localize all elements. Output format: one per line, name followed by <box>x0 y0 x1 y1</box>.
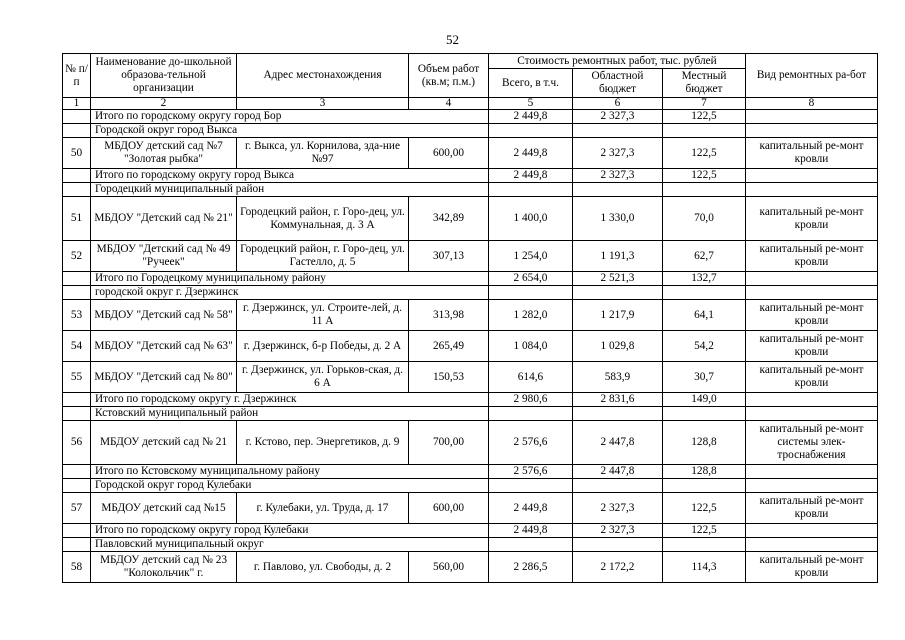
work-empty <box>746 110 878 124</box>
work-volume: 265,49 <box>409 331 489 362</box>
address: Городецкий район, г. Горо-дец, ул. Коммунальная, д. 3 А <box>237 197 409 241</box>
work-volume: 342,89 <box>409 197 489 241</box>
work-type: капитальный ре-монт кровли <box>746 241 878 272</box>
row-num-empty <box>63 183 91 197</box>
header-volume: Объем работ (кв.м; п.м.) <box>409 54 489 98</box>
col-number: 1 <box>63 98 91 110</box>
subtotal-local: 122,5 <box>663 524 746 538</box>
work-type: капитальный ре-монт кровли <box>746 552 878 583</box>
work-type: капитальный ре-монт системы элек-троснабжения <box>746 421 878 465</box>
subtotal-total: 2 980,6 <box>489 393 573 407</box>
row-number: 58 <box>63 552 91 583</box>
cell-empty <box>746 407 878 421</box>
col-number: 5 <box>489 98 573 110</box>
cost-local: 128,8 <box>663 421 746 465</box>
table-row <box>63 362 878 393</box>
cost-local: 114,3 <box>663 552 746 583</box>
cell-empty <box>663 286 746 300</box>
col-number: 3 <box>237 98 409 110</box>
section-title: Городской округ город Выкса <box>91 124 489 138</box>
cost-local: 54,2 <box>663 331 746 362</box>
cost-regional: 583,9 <box>573 362 663 393</box>
section-row <box>63 124 878 138</box>
header-name: Наименование до-школьной образова-тельной организации <box>91 54 237 98</box>
cost-regional: 1 191,3 <box>573 241 663 272</box>
subtotal-row <box>63 393 878 407</box>
row-num-empty <box>63 538 91 552</box>
cost-total: 614,6 <box>489 362 573 393</box>
subtotal-regional: 2 521,3 <box>573 272 663 286</box>
table-body <box>63 110 878 583</box>
page-number: 52 <box>446 32 459 47</box>
cell-empty <box>573 183 663 197</box>
work-volume: 560,00 <box>409 552 489 583</box>
header-local: Местный бюджет <box>663 69 746 98</box>
cell-empty <box>573 407 663 421</box>
cell-empty <box>573 479 663 493</box>
subtotal-label: Итого по городскому округу г. Дзержинск <box>91 393 489 407</box>
subtotal-total: 2 449,8 <box>489 110 573 124</box>
cost-total: 1 254,0 <box>489 241 573 272</box>
subtotal-total: 2 576,6 <box>489 465 573 479</box>
organization-name: МБДОУ детский сад № 21 <box>91 421 237 465</box>
row-number: 53 <box>63 300 91 331</box>
cost-total: 2 449,8 <box>489 138 573 169</box>
work-type: капитальный ре-монт кровли <box>746 197 878 241</box>
subtotal-regional: 2 327,3 <box>573 524 663 538</box>
col-number: 2 <box>91 98 237 110</box>
work-empty <box>746 272 878 286</box>
cell-empty <box>746 124 878 138</box>
section-row <box>63 538 878 552</box>
cost-total: 1 282,0 <box>489 300 573 331</box>
cost-total: 2 286,5 <box>489 552 573 583</box>
work-volume: 307,13 <box>409 241 489 272</box>
section-title: городской округ г. Дзержинск <box>91 286 489 300</box>
organization-name: МБДОУ "Детский сад № 58" <box>91 300 237 331</box>
organization-name: МБДОУ детский сад №7 "Золотая рыбка" <box>91 138 237 169</box>
address: г. Кстово, пер. Энергетиков, д. 9 <box>237 421 409 465</box>
cost-regional: 2 172,2 <box>573 552 663 583</box>
cell-empty <box>663 538 746 552</box>
subtotal-row <box>63 272 878 286</box>
table-row <box>63 138 878 169</box>
subtotal-local: 132,7 <box>663 272 746 286</box>
organization-name: МБДОУ детский сад № 23 "Колокольчик" г. <box>91 552 237 583</box>
subtotal-total: 2 449,8 <box>489 169 573 183</box>
table-row <box>63 241 878 272</box>
cost-regional: 1 217,9 <box>573 300 663 331</box>
address: Городецкий район, г. Горо-дец, ул. Гастелло, д. 5 <box>237 241 409 272</box>
cost-regional: 2 447,8 <box>573 421 663 465</box>
table-row <box>63 331 878 362</box>
address: г. Выкса, ул. Корнилова, зда-ние №97 <box>237 138 409 169</box>
organization-name: МБДОУ "Детский сад № 49 "Ручеек" <box>91 241 237 272</box>
subtotal-local: 122,5 <box>663 169 746 183</box>
section-row <box>63 286 878 300</box>
subtotal-label: Итого по городскому округу город Кулебаки <box>91 524 489 538</box>
header-num: № п/п <box>63 54 91 98</box>
subtotal-row <box>63 169 878 183</box>
header-address: Адрес местонахождения <box>237 54 409 98</box>
row-number: 50 <box>63 138 91 169</box>
cell-empty <box>663 479 746 493</box>
subtotal-row <box>63 465 878 479</box>
row-num-empty <box>63 479 91 493</box>
cell-empty <box>489 407 573 421</box>
subtotal-local: 122,5 <box>663 110 746 124</box>
table-row <box>63 421 878 465</box>
cost-regional: 2 327,3 <box>573 493 663 524</box>
cost-total: 2 449,8 <box>489 493 573 524</box>
subtotal-total: 2 449,8 <box>489 524 573 538</box>
subtotal-regional: 2 447,8 <box>573 465 663 479</box>
subtotal-local: 128,8 <box>663 465 746 479</box>
organization-name: МБДОУ "Детский сад № 63" <box>91 331 237 362</box>
subtotal-label: Итого по городскому округу город Выкса <box>91 169 489 183</box>
cell-empty <box>663 183 746 197</box>
row-number: 54 <box>63 331 91 362</box>
row-num-empty <box>63 286 91 300</box>
work-empty <box>746 169 878 183</box>
col-number: 6 <box>573 98 663 110</box>
work-volume: 313,98 <box>409 300 489 331</box>
subtotal-local: 149,0 <box>663 393 746 407</box>
subtotal-label: Итого по Кстовскому муниципальному району <box>91 465 489 479</box>
table-row <box>63 493 878 524</box>
subtotal-label: Итого по Городецкому муниципальному району <box>91 272 489 286</box>
cost-local: 122,5 <box>663 138 746 169</box>
subtotal-row <box>63 110 878 124</box>
cost-total: 1 084,0 <box>489 331 573 362</box>
subtotal-row <box>63 524 878 538</box>
cost-local: 70,0 <box>663 197 746 241</box>
header-regional: Областной бюджет <box>573 69 663 98</box>
subtotal-total: 2 654,0 <box>489 272 573 286</box>
row-number: 55 <box>63 362 91 393</box>
table-row <box>63 552 878 583</box>
work-volume: 700,00 <box>409 421 489 465</box>
address: г. Дзержинск, ул. Строите-лей, д. 11 А <box>237 300 409 331</box>
cell-empty <box>663 407 746 421</box>
work-empty <box>746 393 878 407</box>
repair-costs-table <box>62 53 878 583</box>
work-type: капитальный ре-монт кровли <box>746 493 878 524</box>
row-num-empty <box>63 465 91 479</box>
subtotal-label: Итого по городскому округу город Бор <box>91 110 489 124</box>
row-num-empty <box>63 272 91 286</box>
work-type: капитальный ре-монт кровли <box>746 300 878 331</box>
work-type: капитальный ре-монт кровли <box>746 362 878 393</box>
subtotal-regional: 2 831,6 <box>573 393 663 407</box>
header-cost-group: Стоимость ремонтных работ, тыс. рублей <box>489 54 746 69</box>
cell-empty <box>489 286 573 300</box>
section-title: Кстовский муниципальный район <box>91 407 489 421</box>
col-number: 7 <box>663 98 746 110</box>
cell-empty <box>746 286 878 300</box>
address: г. Дзержинск, ул. Горьков-ская, д. 6 А <box>237 362 409 393</box>
organization-name: МБДОУ детский сад №15 <box>91 493 237 524</box>
cost-local: 122,5 <box>663 493 746 524</box>
cost-total: 1 400,0 <box>489 197 573 241</box>
subtotal-regional: 2 327,3 <box>573 110 663 124</box>
work-volume: 600,00 <box>409 138 489 169</box>
section-title: Павловский муниципальный округ <box>91 538 489 552</box>
row-num-empty <box>63 124 91 138</box>
row-number: 51 <box>63 197 91 241</box>
cell-empty <box>489 183 573 197</box>
row-num-empty <box>63 524 91 538</box>
cell-empty <box>489 124 573 138</box>
cost-regional: 2 327,3 <box>573 138 663 169</box>
work-volume: 600,00 <box>409 493 489 524</box>
address: г. Дзержинск, б-р Победы, д. 2 А <box>237 331 409 362</box>
cell-empty <box>746 183 878 197</box>
work-empty <box>746 524 878 538</box>
cost-regional: 1 029,8 <box>573 331 663 362</box>
cell-empty <box>489 479 573 493</box>
work-volume: 150,53 <box>409 362 489 393</box>
work-type: капитальный ре-монт кровли <box>746 138 878 169</box>
section-row <box>63 479 878 493</box>
subtotal-regional: 2 327,3 <box>573 169 663 183</box>
cost-local: 64,1 <box>663 300 746 331</box>
table-row <box>63 300 878 331</box>
cost-regional: 1 330,0 <box>573 197 663 241</box>
cell-empty <box>489 538 573 552</box>
row-num-empty <box>63 169 91 183</box>
cell-empty <box>746 538 878 552</box>
address: г. Кулебаки, ул. Труда, д. 17 <box>237 493 409 524</box>
organization-name: МБДОУ "Детский сад № 80" <box>91 362 237 393</box>
table-row <box>63 197 878 241</box>
cell-empty <box>663 124 746 138</box>
row-number: 56 <box>63 421 91 465</box>
row-num-empty <box>63 110 91 124</box>
work-empty <box>746 465 878 479</box>
cell-empty <box>746 479 878 493</box>
row-num-empty <box>63 407 91 421</box>
section-row <box>63 183 878 197</box>
cell-empty <box>573 538 663 552</box>
header-total: Всего, в т.ч. <box>489 69 573 98</box>
cell-empty <box>573 124 663 138</box>
address: г. Павлово, ул. Свободы, д. 2 <box>237 552 409 583</box>
col-number: 4 <box>409 98 489 110</box>
row-number: 57 <box>63 493 91 524</box>
cost-local: 30,7 <box>663 362 746 393</box>
header-work-type: Вид ремонтных ра-бот <box>746 54 878 98</box>
row-num-empty <box>63 393 91 407</box>
section-title: Городецкий муниципальный район <box>91 183 489 197</box>
section-title: Городской округ город Кулебаки <box>91 479 489 493</box>
cost-local: 62,7 <box>663 241 746 272</box>
organization-name: МБДОУ "Детский сад № 21" <box>91 197 237 241</box>
cost-total: 2 576,6 <box>489 421 573 465</box>
row-number: 52 <box>63 241 91 272</box>
col-number: 8 <box>746 98 878 110</box>
section-row <box>63 407 878 421</box>
work-type: капитальный ре-монт кровли <box>746 331 878 362</box>
cell-empty <box>573 286 663 300</box>
